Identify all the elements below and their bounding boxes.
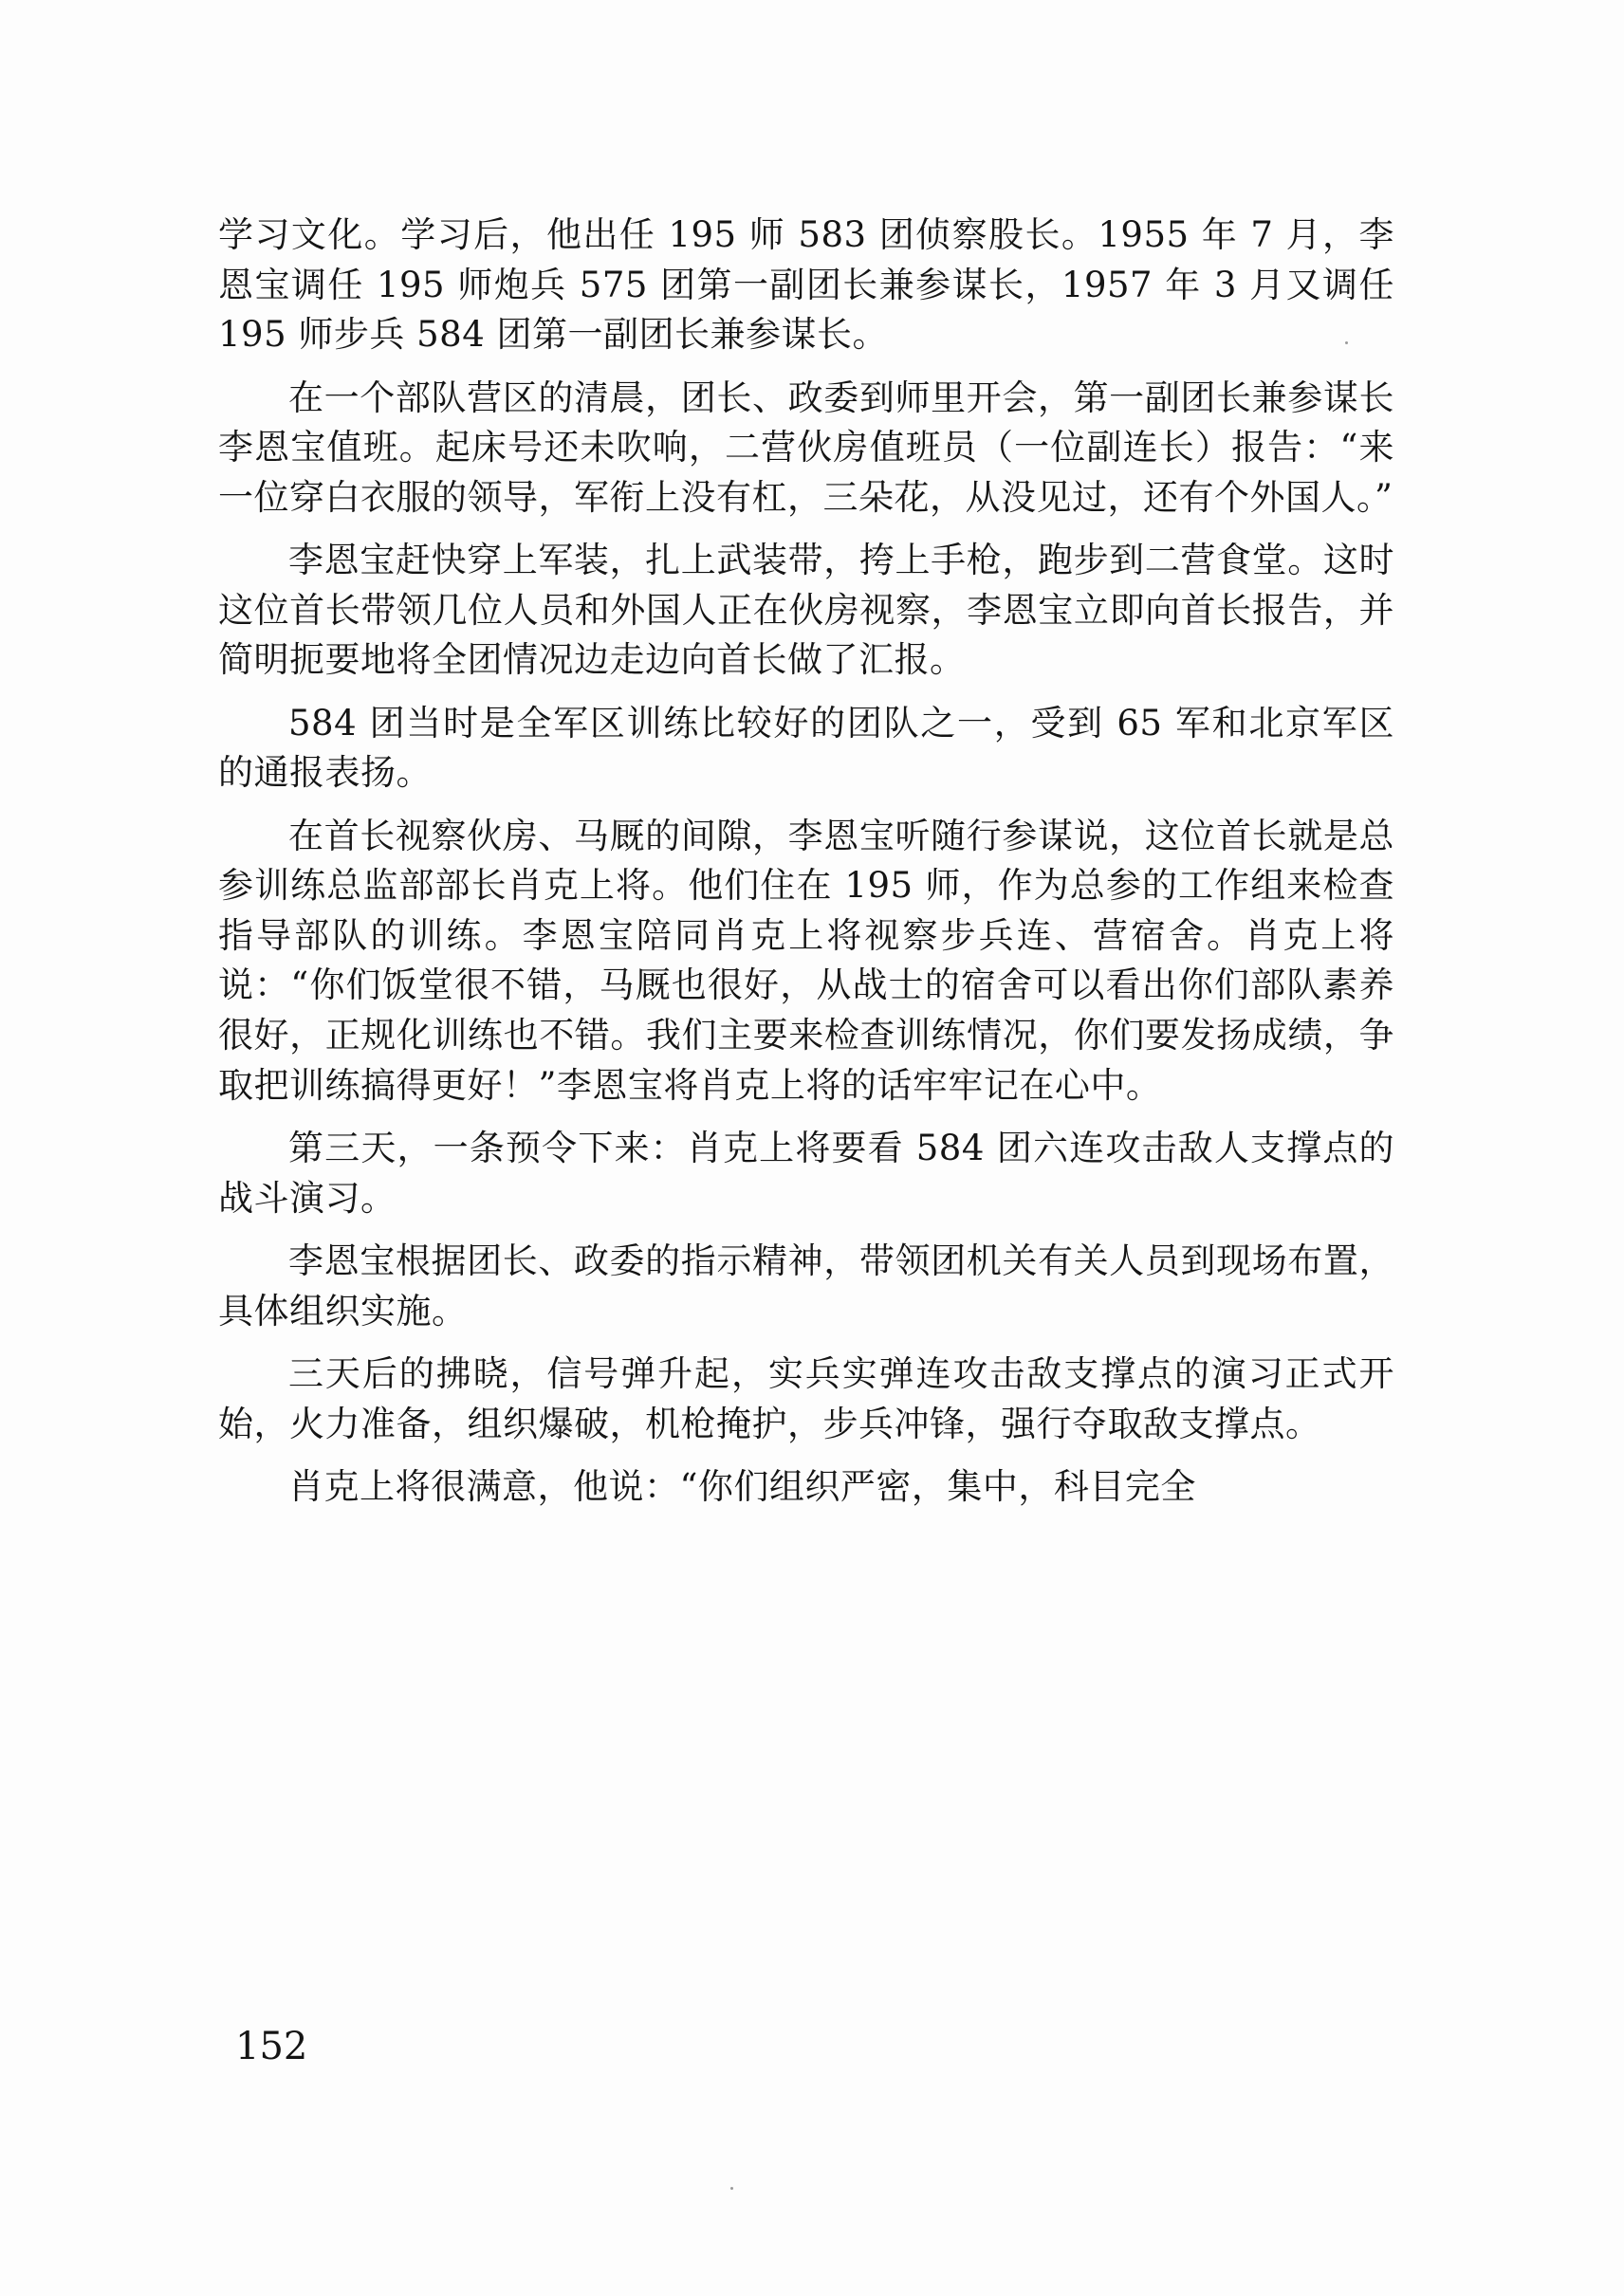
paragraph: 在一个部队营区的清晨，团长、政委到师里开会，第一副团长兼参谋长李恩宝值班。起床号还未吹响，二营伙房值班员（一位副连长）报告：“来一位穿白衣服的领导，军衔上没有杠，三朵花，从没见过，还有个外国人。” <box>218 377 1394 518</box>
paragraph: 学习文化。学习后，他出任 195 师 583 团侦察股长。1955 年 7 月，李恩宝调任 195 师炮兵 575 团第一副团长兼参谋长，1957 年 3 月又调任 195 师步兵 584 团第一副团长兼参谋长。 <box>218 214 1394 356</box>
page-number: 152 <box>235 2025 308 2068</box>
body-text <box>218 211 1394 1526</box>
scan-speck <box>1345 341 1348 344</box>
paragraph: 李恩宝赶快穿上军装，扎上武装带，挎上手枪，跑步到二营食堂。这时这位首长带领几位人员和外国人正在伙房视察，李恩宝立即向首长报告，并简明扼要地将全团情况边走边向首长做了汇报。 <box>218 540 1394 681</box>
paragraph: 在首长视察伙房、马厩的间隙，李恩宝听随行参谋说，这位首长就是总参训练总监部部长肖克上将。他们住在 195 师，作为总参的工作组来检查指导部队的训练。李恩宝陪同肖克上将视察步兵连、营宿舍。肖克上将说：“你们饭堂很不错，马厩也很好，从战士的宿舍可以看出你们部队素养很好，正规化训练也不错。我们主要来检查训练情况，你们要发扬成绩，争取把训练搞得更好！”李恩宝将肖克上将的话牢牢记在心中。 <box>218 815 1394 1106</box>
paragraph: 三天后的拂晓，信号弹升起，实兵实弹连攻击敌支撑点的演习正式开始，火力准备，组织爆破，机枪掩护，步兵冲锋，强行夺取敌支撑点。 <box>218 1353 1394 1444</box>
paragraph: 584 团当时是全军区训练比较好的团队之一，受到 65 军和北京军区的通报表扬。 <box>218 702 1394 794</box>
paragraph: 肖克上将很满意，他说：“你们组织严密，集中，科目完全 <box>288 1466 1196 1508</box>
paragraph: 第三天，一条预令下来：肖克上将要看 584 团六连攻击敌人支撑点的战斗演习。 <box>218 1128 1394 1219</box>
paragraph: 李恩宝根据团长、政委的指示精神，带领团机关有关人员到现场布置，具体组织实施。 <box>218 1240 1394 1332</box>
scan-speck <box>730 2187 733 2190</box>
